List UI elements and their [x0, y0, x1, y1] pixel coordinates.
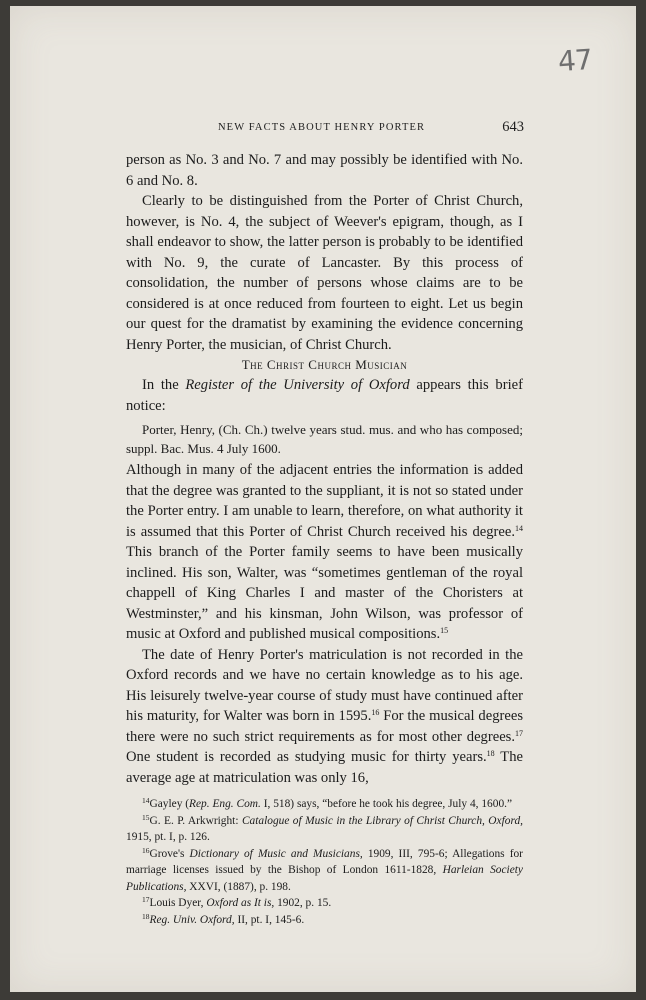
footnote-17: [126, 895, 523, 912]
footnotes: [126, 796, 523, 928]
footnote-text: Grove's: [149, 847, 190, 860]
paragraph-4: [126, 460, 523, 645]
footnote-mark: 15: [142, 812, 150, 822]
footnote-14: [126, 796, 523, 813]
paragraph-2: Clearly to be distinguished from the Porter of Christ Church, however, is No. 4, the subject of Weever's epigram, though, as I shall endeavor to show, the latter person is probably to be identified with No. 9, the curate of Lancaster. By this process of consolidation, the number of persons whose claims are to be considered is at once reduced from fourteen to eight. Let us begin our quest for the dramatist by examining the evidence concerning Henry Porter, the musician, of Christ Church.: [126, 193, 523, 353]
footnote-text: I, 518) says, “before he took his degree, July 4, 1600.”: [260, 798, 513, 810]
paragraph-4-text-b: This branch of the Porter family seems to have been musically inclined. His son, Walter, was “sometimes gentleman of the royal chappell of King Charles I and master of the Choristers at Westminster,” and his kinsman, John Wilson, was professor of music at Oxford and published musical compositions.: [126, 544, 523, 642]
footnote-text: 1909, III, 795-6; Allegations for marriage licenses issued by the Bishop of London 1611-1828,: [126, 847, 523, 876]
footnote-ref-15: 15: [440, 626, 449, 635]
paragraph-4-text-a: Although in many of the adjacent entries the information is added that the degree was granted to the suppliant, it is not so stated under the Porter entry. I am unable to learn, therefore, on what authority it is assumed that this Porter of Christ Church received his degree.: [126, 462, 523, 540]
footnote-italic: Rep. Eng. Com.: [189, 798, 261, 810]
footnote-mark: 14: [142, 796, 150, 805]
paragraph-3-text-b: appears this brief notice:: [126, 377, 523, 414]
footnote-mark: 18: [142, 911, 150, 921]
paragraph-5-text-d: The average age at matriculation was only 16,: [126, 749, 523, 786]
footnote-text: Louis Dyer,: [149, 897, 207, 909]
footnote-italic: Harleian Society Publications,: [126, 864, 523, 893]
handwritten-page-number: 47: [556, 42, 593, 79]
paragraph-5-text-b: For the musical degrees there were no such strict requirements as for most other degrees.: [126, 708, 523, 745]
body-text: [126, 150, 523, 928]
footnote-text: Gayley (: [149, 798, 190, 810]
page: [10, 6, 636, 992]
footnote-text: II, pt. I, 145-6.: [234, 913, 305, 926]
paragraph-5-text-a: The date of Henry Porter's matriculation is not recorded in the Oxford records and we have no certain knowledge as to his age. His leisurely twelve-year course of study must have continued after his maturity, for Walter was born in 1595.: [126, 646, 523, 724]
footnote-text: G. E. P. Arkwright:: [149, 814, 242, 827]
paragraph-1: person as No. 3 and No. 7 and may possibly be identified with No. 6 and No. 8.: [126, 152, 523, 189]
footnote-italic: Oxford as It is,: [206, 897, 275, 909]
footnote-italic: Catalogue of Music in the Library of Christ Church, Oxford,: [241, 814, 523, 827]
paragraph-3: [126, 375, 523, 416]
footnote-ref-16: 16: [371, 708, 380, 717]
footnote-ref-17: 17: [515, 728, 523, 738]
footnote-16: [126, 846, 523, 896]
footnote-mark: 16: [142, 845, 150, 855]
footnote-italic: Dictionary of Music and Musicians,: [189, 847, 363, 860]
paragraph-3-text-a: In the: [142, 377, 186, 393]
running-header: [206, 119, 524, 139]
footnote-italic: Reg. Univ. Oxford,: [149, 913, 235, 926]
register-quote: Porter, Henry, (Ch. Ch.) twelve years stud. mus. and who has composed; suppl. Bac. Mus. 4 July 1600.: [126, 422, 523, 456]
page-number: 643: [502, 119, 524, 135]
footnote-text: 1915, pt. I, p. 126.: [126, 831, 210, 843]
footnote-15: [126, 813, 523, 846]
footnote-text: 1902, p. 15.: [274, 897, 332, 909]
running-title: NEW FACTS ABOUT HENRY PORTER: [218, 122, 426, 133]
section-heading: The Christ Church Musician: [241, 357, 408, 372]
footnote-ref-14: 14: [515, 523, 523, 533]
footnote-text: XXVI, (1887), p. 198.: [186, 880, 291, 893]
footnote-18: [126, 912, 523, 929]
paragraph-5: [126, 645, 523, 789]
paragraph-5-text-c: One student is recorded as studying music for thirty years.: [126, 749, 487, 765]
register-title: Register of the University of Oxford: [185, 377, 410, 393]
footnote-mark: 17: [142, 895, 150, 904]
footnote-ref-18: 18: [486, 749, 495, 758]
